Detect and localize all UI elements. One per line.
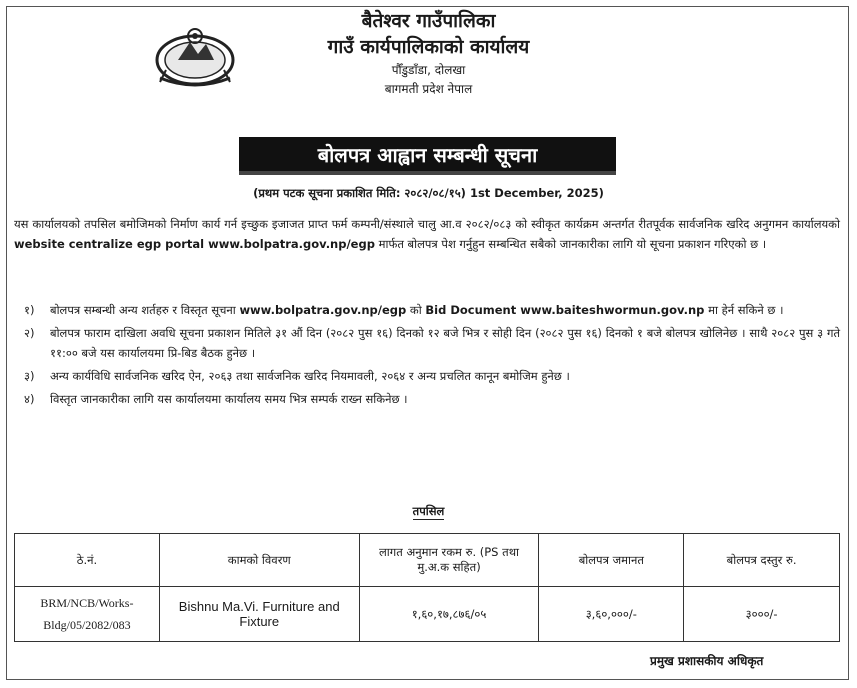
col-bid-security: बोलपत्र जमानत [539,534,684,587]
list-item-text [50,300,840,320]
item1-text-2: को [406,303,426,317]
publish-date [0,186,857,201]
col-description: कामको विवरण [159,534,359,587]
office-name: गाउँ कार्यपालिकाको कार्यालय [327,36,530,58]
list-item-number: १) [24,303,35,317]
notice-title: बोलपत्र आह्वान सम्बन्धी सूचना [239,137,616,175]
cell-contract-no: BRM/NCB/Works-Bldg/05/2082/083 [15,587,160,642]
list-item [14,323,840,363]
list-item-text: अन्य कार्यविधि सार्वजनिक खरिद ऐन, २०६३ तथा सार्वजनिक खरिद नियमावली, २०६४ र अन्य प्रचलित कानून बमोजिम हुनेछ । [50,369,570,383]
schedule-heading-text: तपसिल [412,504,445,518]
signatory-title: प्रमुख प्रशासकीय अधिकृत [650,654,764,668]
list-item-number: ३) [24,369,35,383]
list-item-number: २) [24,326,35,340]
municipality-name: बैतेश्वर गाउँपालिका [361,10,496,32]
intro-paragraph [14,214,840,254]
list-item [14,389,840,409]
province-name: बागमती प्रदेश नेपाल [384,82,473,96]
cell-description: Bishnu Ma.Vi. Furniture and Fixture [159,587,359,642]
conditions-list [14,300,840,412]
cell-cost-estimate: १,६०,१७,८७६/०५ [359,587,539,642]
list-item [14,366,840,386]
intro-text-2: मार्फत बोलपत्र पेश गर्नुहुन सम्बन्धित सबैको जानकारीका लागि यो सूचना प्रकाशन गरिएको छ । [374,237,767,251]
cell-bid-security: ३,६०,०००/- [539,587,684,642]
contract-table [14,533,840,642]
list-item-text: बोलपत्र फाराम दाखिला अवधि सूचना प्रकाशन मितिले ३१ औं दिन (२०८२ पुस १६) दिनको १२ बजे भित्र र सोही दिन (२०८२ पुस १६) दिनको १ बजे बोलपत्र खोलिनेछ । साथै २०८२ पुस ३ गते ११:०० बजे यस कार्यालयमा प्रि-बिड बैठक हुनेछ । [50,326,840,360]
publish-date-english: 1st December, 2025) [469,186,604,200]
item1-text-3: मा हेर्न सकिने छ । [704,303,784,317]
col-bid-fee: बोलपत्र दस्तुर रु. [684,534,840,587]
intro-text-1: यस कार्यालयको तपसिल बमोजिमको निर्माण कार्य गर्न इच्छुक इजाजत प्राप्त फर्म कम्पनी/संस्थाले चालु आ.व २०८२/०८३ को स्वीकृत कार्यक्रम अन्तर्गत रीतपूर्वक सार्वजनिक खरिद अनुगमन कार्यालयको [14,217,840,231]
list-item [14,300,840,320]
letterhead [0,8,857,98]
list-item-text: विस्तृत जानकारीका लागि यस कार्यालयमा कार्यालय समय भित्र सम्पर्क राख्न सकिनेछ । [50,392,408,406]
schedule-heading [0,504,857,519]
egp-portal-link[interactable]: website centralize egp portal www.bolpatra.gov.np/egp [14,237,375,251]
table-header-row [15,534,840,587]
municipality-website-link[interactable]: Bid Document www.baiteshwormun.gov.np [425,303,705,317]
office-address: पौँडुडाँडा, दोलखा [391,63,466,77]
publish-date-nepali: (प्रथम पटक सूचना प्रकाशित मिति: २०८२/०८/१५) [253,186,466,200]
col-contract-no: ठे.नं. [15,534,160,587]
col-cost-estimate: लागत अनुमान रकम रु. (PS तथा मु.अ.क सहित) [359,534,539,587]
list-item-number: ४) [24,392,35,406]
table-row [15,587,840,642]
item1-text-1: बोलपत्र सम्बन्धी अन्य शर्तहरु र विस्तृत सूचना [50,303,240,317]
cell-bid-fee: ३०००/- [684,587,840,642]
bolpatra-link[interactable]: www.bolpatra.gov.np/egp [239,303,407,317]
